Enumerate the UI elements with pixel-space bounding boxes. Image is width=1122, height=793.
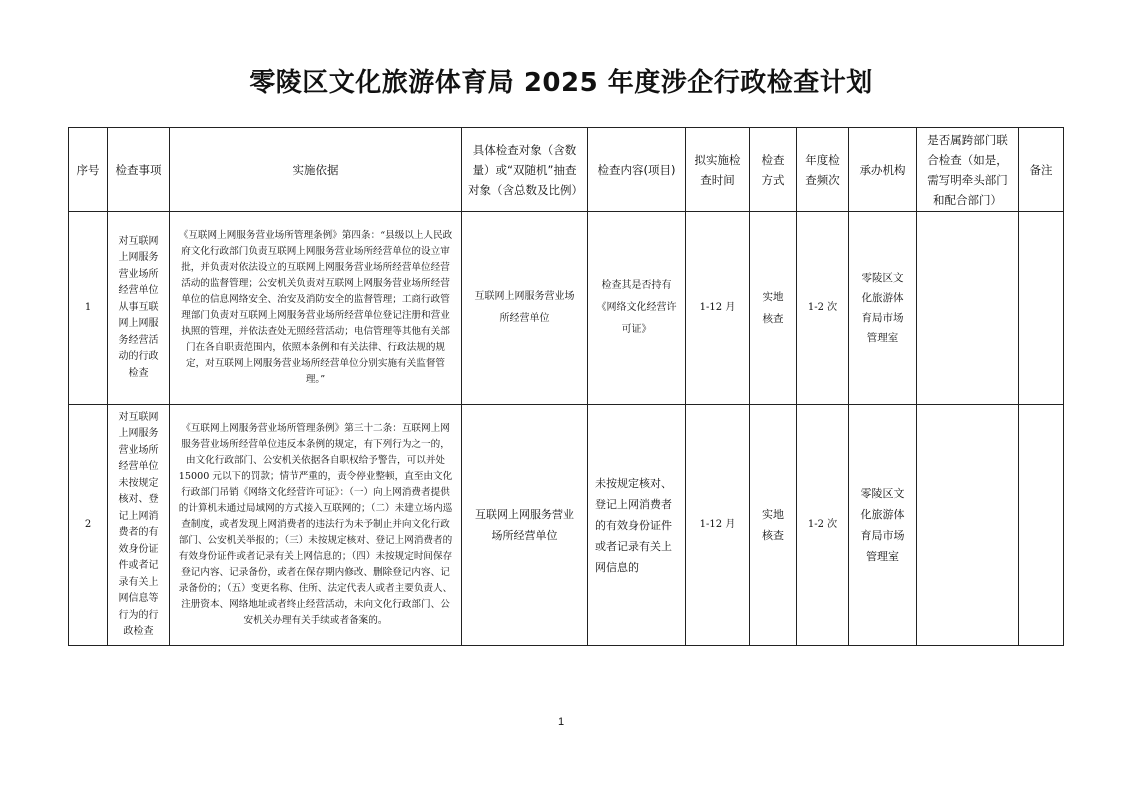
row-content: 检查其是否持有《网络文化经营许可证》 bbox=[588, 212, 686, 405]
table-row bbox=[69, 212, 1064, 405]
row-time: 1-12 月 bbox=[686, 405, 750, 646]
header-frequency: 年度检查频次 bbox=[797, 128, 849, 212]
row-basis: 《互联网上网服务营业场所管理条例》第三十二条：互联网上网服务营业场所经营单位违反本条例的规定，有下列行为之一的，由文化行政部门、公安机关依据各自职权给予警告，可以并处 15000 元以下的罚款；情节严重的，责令停业整顿，直至由文化行政部门吊销《网络文化经营许可证》：（一）向上网消费者提供的计算机未通过局域网的方式接入互联网的；（二）未建立场内巡查制度，或者发现上网消费者的违法行为未予制止并向文化行政部门、公安机关举报的；（三）未按规定核对、登记上网消费者的有效身份证件或者记录有关上网信息的；（四）未按规定时间保存登记内容、记录备份，或者在保存期内修改、删除登记内容、记录备份的；（五）变更名称、住所、法定代表人或者主要负责人、注册资本、网络地址或者终止经营活动，未向文化行政部门、公安机关办理有关手续或者备案的。 bbox=[170, 405, 462, 646]
page-title: 零陵区文化旅游体育局 2025 年度涉企行政检查计划 bbox=[249, 68, 873, 98]
row-frequency: 1-2 次 bbox=[797, 405, 849, 646]
row-method: 实地核查 bbox=[750, 212, 797, 405]
row-remark bbox=[1019, 405, 1064, 646]
header-remark: 备注 bbox=[1019, 128, 1064, 212]
row-remark bbox=[1019, 212, 1064, 405]
row-time: 1-12 月 bbox=[686, 212, 750, 405]
row-object: 互联网上网服务营业场所经营单位 bbox=[462, 212, 588, 405]
header-joint: 是否属跨部门联合检查（如是，需写明牵头部门和配合部门） bbox=[917, 128, 1019, 212]
table-header-row bbox=[69, 128, 1064, 212]
row-object: 互联网上网服务营业场所经营单位 bbox=[462, 405, 588, 646]
row-org: 零陵区文化旅游体育局市场管理室 bbox=[849, 212, 917, 405]
row-basis: 《互联网上网服务营业场所管理条例》第四条：“县级以上人民政府文化行政部门负责互联网上网服务营业场所经营单位的设立审批，并负责对依法设立的互联网上网服务营业场所经营单位经营活动的监督管理；公安机关负责对互联网上网服务营业场所经营单位的信息网络安全、治安及消防安全的监督管理；工商行政管理部门负责对互联网上网服务营业场所经营单位登记注册和营业执照的管理，并依法查处无照经营活动；电信管理等其他有关部门在各自职责范围内，依照本条例和有关法律、行政法规的规定，对互联网上网服务营业场所经营单位分别实施有关监督管理。” bbox=[170, 212, 462, 405]
row-frequency: 1-2 次 bbox=[797, 212, 849, 405]
header-seq: 序号 bbox=[69, 128, 108, 212]
table-row bbox=[69, 405, 1064, 646]
header-org: 承办机构 bbox=[849, 128, 917, 212]
row-item: 对互联网上网服务营业场所经营单位从事互联网上网服务经营活动的行政检查 bbox=[108, 212, 170, 405]
row-joint bbox=[917, 212, 1019, 405]
header-time: 拟实施检查时间 bbox=[686, 128, 750, 212]
row-method: 实地核查 bbox=[750, 405, 797, 646]
header-object: 具体检查对象（含数量）或“双随机”抽查对象（含总数及比例） bbox=[462, 128, 588, 212]
header-item: 检查事项 bbox=[108, 128, 170, 212]
page-number: 1 bbox=[557, 716, 565, 728]
header-method: 检查方式 bbox=[750, 128, 797, 212]
row-seq: 1 bbox=[69, 212, 108, 405]
inspection-plan-table bbox=[68, 127, 1064, 646]
header-basis: 实施依据 bbox=[170, 128, 462, 212]
row-org: 零陵区文化旅游体育局市场管理室 bbox=[849, 405, 917, 646]
row-joint bbox=[917, 405, 1019, 646]
row-content: 未按规定核对、登记上网消费者的有效身份证件或者记录有关上网信息的 bbox=[588, 405, 686, 646]
row-item: 对互联网上网服务营业场所经营单位未按规定核对、登记上网消费者的有效身份证件或者记录有关上网信息等行为的行政检查 bbox=[108, 405, 170, 646]
row-seq: 2 bbox=[69, 405, 108, 646]
header-content: 检查内容(项目) bbox=[588, 128, 686, 212]
